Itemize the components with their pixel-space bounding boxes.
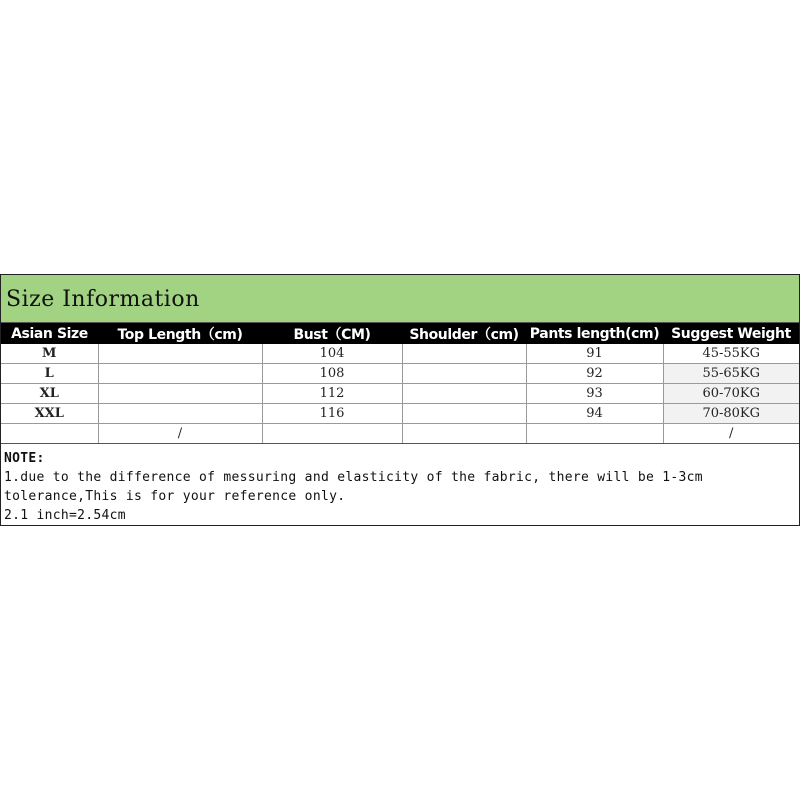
cell-size: [1, 424, 98, 444]
cell-size: XXL: [1, 404, 98, 424]
header-suggest-weight: Suggest Weight: [663, 323, 799, 344]
cell-bust: 108: [262, 364, 402, 384]
cell-top-length: [98, 364, 262, 384]
cell-size: M: [1, 344, 98, 364]
size-chart: [0, 274, 800, 526]
note-label: NOTE:: [4, 451, 45, 466]
cell-weight: 55-65KG: [663, 364, 799, 384]
cell-bust: [262, 424, 402, 444]
cell-bust: 104: [262, 344, 402, 364]
cell-shoulder: [402, 344, 526, 364]
chart-title: Size Information: [6, 287, 200, 312]
note-section: [4, 449, 799, 525]
header-top-length: Top Length（cm): [98, 323, 262, 344]
note-line-1: 1.due to the difference of messuring and elasticity of the fabric, there will be 1-3cm: [4, 470, 703, 485]
cell-bust: 116: [262, 404, 402, 424]
cell-shoulder: [402, 364, 526, 384]
cell-top-length: /: [98, 424, 262, 444]
header-bust: Bust（CM): [262, 323, 402, 344]
cell-weight: 45-55KG: [663, 344, 799, 364]
cell-pants-length: 94: [526, 404, 663, 424]
cell-shoulder: [402, 424, 526, 444]
cell-weight: /: [663, 424, 799, 444]
header-pants-length: Pants length(cm): [526, 323, 663, 344]
header-asian-size: Asian Size: [1, 323, 98, 344]
cell-weight: 70-80KG: [663, 404, 799, 424]
table-row: [1, 424, 799, 444]
cell-shoulder: [402, 404, 526, 424]
table-header-row: [1, 323, 799, 344]
cell-size: L: [1, 364, 98, 384]
table-row: [1, 344, 799, 364]
cell-top-length: [98, 384, 262, 404]
title-bar: [1, 275, 799, 323]
cell-pants-length: [526, 424, 663, 444]
cell-shoulder: [402, 384, 526, 404]
cell-top-length: [98, 344, 262, 364]
header-shoulder: Shoulder（cm): [402, 323, 526, 344]
note-line-2: tolerance,This is for your reference only.: [4, 489, 346, 504]
table-row: [1, 404, 799, 424]
cell-bust: 112: [262, 384, 402, 404]
cell-pants-length: 93: [526, 384, 663, 404]
table-row: [1, 384, 799, 404]
cell-top-length: [98, 404, 262, 424]
note-line-3: 2.1 inch=2.54cm: [4, 508, 126, 523]
cell-pants-length: 91: [526, 344, 663, 364]
cell-size: XL: [1, 384, 98, 404]
table-row: [1, 364, 799, 384]
cell-weight: 60-70KG: [663, 384, 799, 404]
size-table: [1, 323, 799, 444]
cell-pants-length: 92: [526, 364, 663, 384]
